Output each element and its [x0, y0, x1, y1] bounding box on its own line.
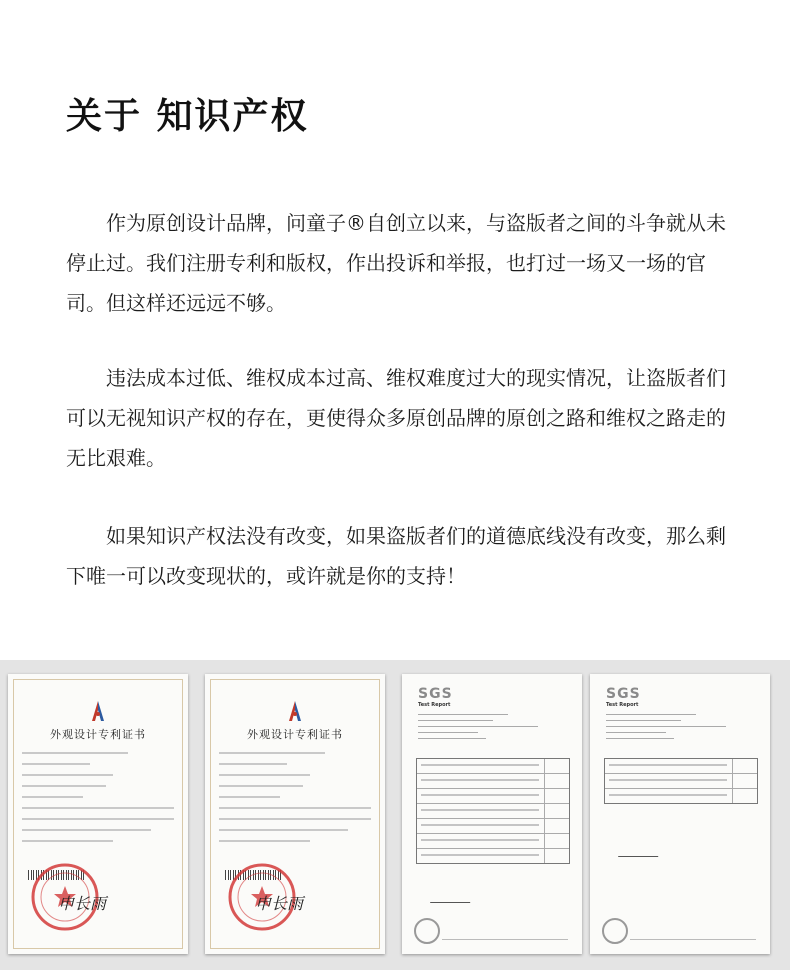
report-label: Test Report — [606, 702, 639, 708]
results-table — [604, 758, 758, 804]
patent-certificate-image — [8, 674, 188, 954]
footer-line — [442, 939, 568, 940]
sgs-logo: SGS — [418, 686, 453, 702]
patent-certificate-image — [205, 674, 385, 954]
paragraph-support: 如果知识产权法没有改变，如果盗版者们的道德底线没有改变，那么剩下唯一可以改变现状的，或许就是你的支持！ — [66, 524, 726, 588]
sgs-test-report-image — [402, 674, 582, 954]
paragraph-struggle: 作为原创设计品牌，问童子®自创立以来，与盗版者之间的斗争就从未停止过。我们注册专利和版权，作出投诉和举报，也打过一场又一场的官司。但这样还远远不够。 — [66, 211, 726, 315]
sgs-test-report-image — [590, 674, 770, 954]
sgs-logo: SGS — [606, 686, 641, 702]
sgs-stamp-icon — [414, 918, 440, 944]
patent-emblem-icon — [90, 700, 106, 722]
certificate-title: 外观设计专利证书 — [50, 728, 146, 741]
signature: 申长雨 — [58, 894, 107, 913]
paragraph-cost: 违法成本过低、维权成本过高、维权难度过大的现实情况，让盗版者们可以无视知识产权的存在，更使得众多原创品牌的原创之路和维权之路走的无比艰难。 — [66, 366, 726, 470]
patent-emblem-icon — [287, 700, 303, 722]
signature: 申长雨 — [255, 894, 304, 913]
report-label: Test Report — [418, 702, 451, 708]
signature — [618, 846, 662, 857]
report-text-lines — [418, 714, 568, 744]
report-text-lines — [606, 714, 756, 744]
certificate-text-lines — [219, 752, 371, 851]
sgs-stamp-icon — [602, 918, 628, 944]
certificates-strip — [0, 660, 790, 970]
page-title: 关于 知识产权 — [66, 96, 309, 137]
footer-line — [630, 939, 756, 940]
certificate-text-lines — [22, 752, 174, 851]
signature — [430, 892, 474, 903]
certificate-title: 外观设计专利证书 — [247, 728, 343, 741]
results-table — [416, 758, 570, 864]
